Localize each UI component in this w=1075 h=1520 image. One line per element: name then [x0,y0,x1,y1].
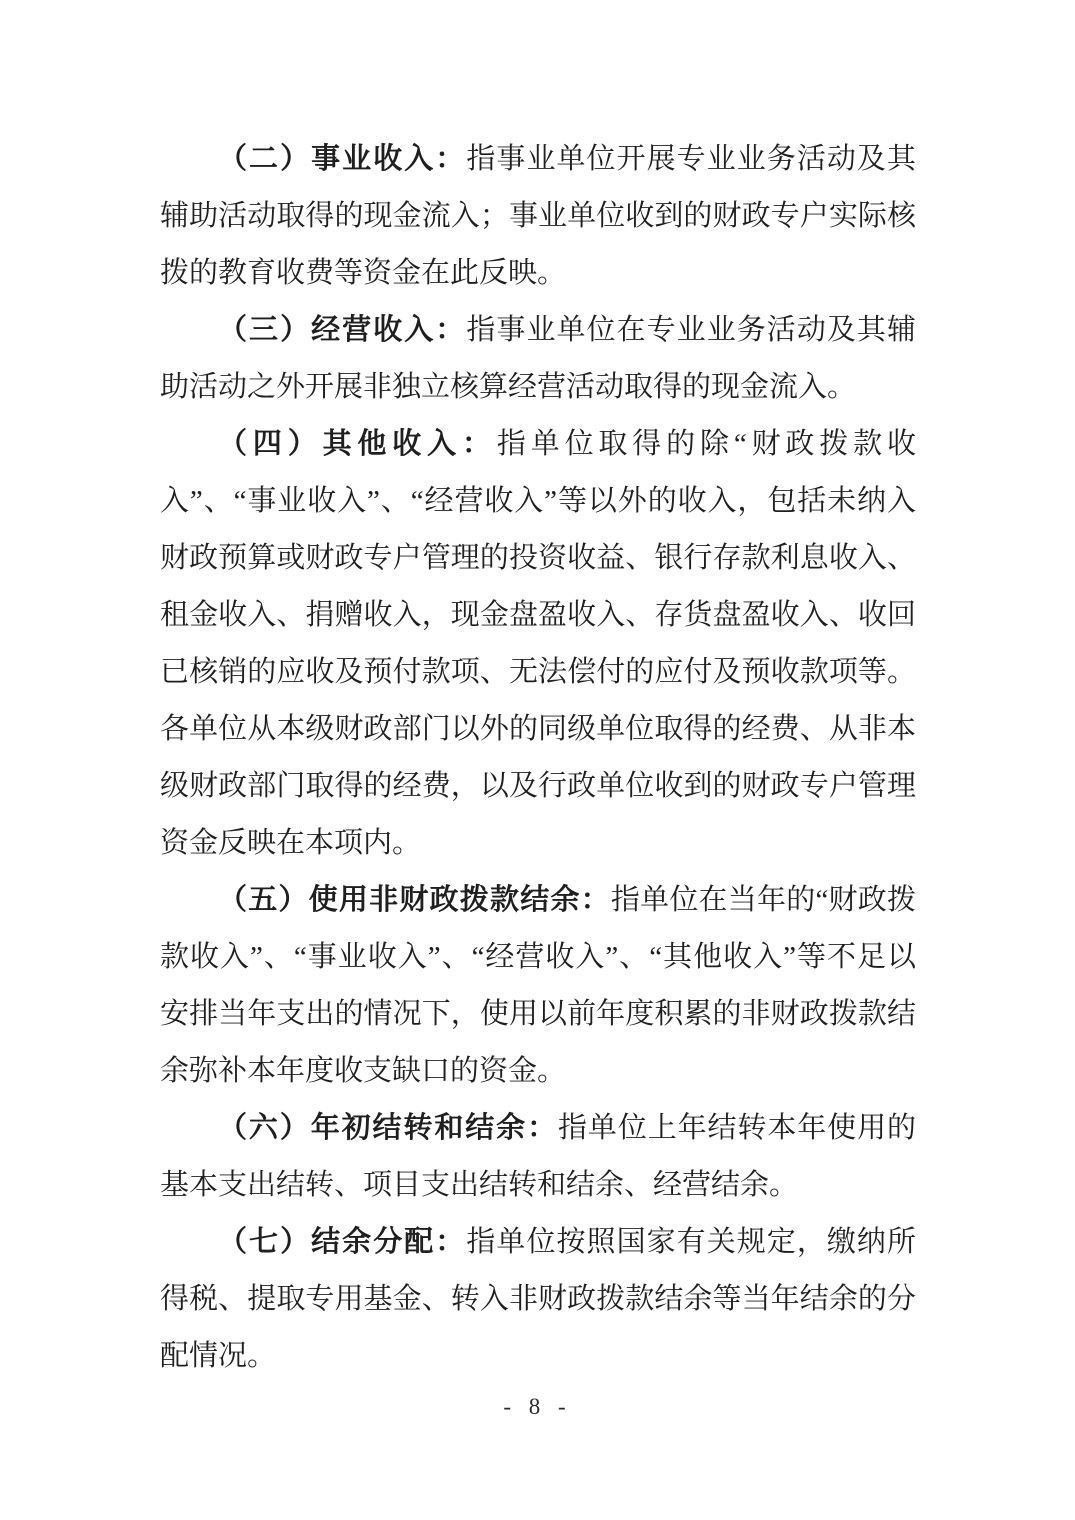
paragraph-heading: （二）事业收入： [218,143,467,175]
paragraph-jieyu-fenpei [160,1214,916,1385]
paragraph-body: 指单位取得的除“财政拨款收入”、“事业收入”、“经营收入”等以外的收入，包括未纳入财政预算或财政专户管理的投资收益、银行存款利息收入、租金收入、捐赠收入，现金盘盈收入、存货盘盈收入、收回已核销的应收及预付款项、无法偿付的应付及预收款项等。各单位从本级财政部门以外的同级单位取得的经费、从非本级财政部门取得的经费，以及行政单位收到的财政专户管理资金反映在本项内。 [160,428,916,859]
paragraph-qita-shouru [160,416,916,872]
paragraph-heading: （五）使用非财政拨款结余： [218,884,611,916]
paragraph-body: 指事业单位开展专业业务活动及其辅助活动取得的现金流入；事业单位收到的财政专户实际核拨的教育收费等资金在此反映。 [160,143,916,289]
paragraph-body: 指单位按照国家有关规定，缴纳所得税、提取专用基金、转入非财政拨款结余等当年结余的分配情况。 [160,1226,916,1372]
paragraph-body: 指事业单位在专业业务活动及其辅助活动之外开展非独立核算经营活动取得的现金流入。 [160,314,916,403]
paragraph-body: 指单位上年结转本年使用的基本支出结转、项目支出结转和结余、经营结余。 [160,1112,916,1201]
paragraph-heading: （四）其他收入： [218,428,497,460]
page-number: - 8 - [503,1394,572,1419]
paragraph-heading: （七）结余分配： [218,1226,467,1258]
paragraph-heading: （三）经营收入： [218,314,467,346]
paragraph-body: 指单位在当年的“财政拨款收入”、“事业收入”、“经营收入”、“其他收入”等不足以安排当年支出的情况下，使用以前年度积累的非财政拨款结余弥补本年度收支缺口的资金。 [160,884,916,1087]
paragraph-heading: （六）年初结转和结余： [218,1112,558,1144]
paragraph-jingying-shouru [160,302,916,416]
paragraph-shiye-shouru [160,131,916,302]
document-text-block [160,131,916,1385]
paragraph-nianchu-jiezhuan-he-jieyu [160,1100,916,1214]
paragraph-shiyong-feicaizheng-bokuan-jieyu [160,872,916,1100]
